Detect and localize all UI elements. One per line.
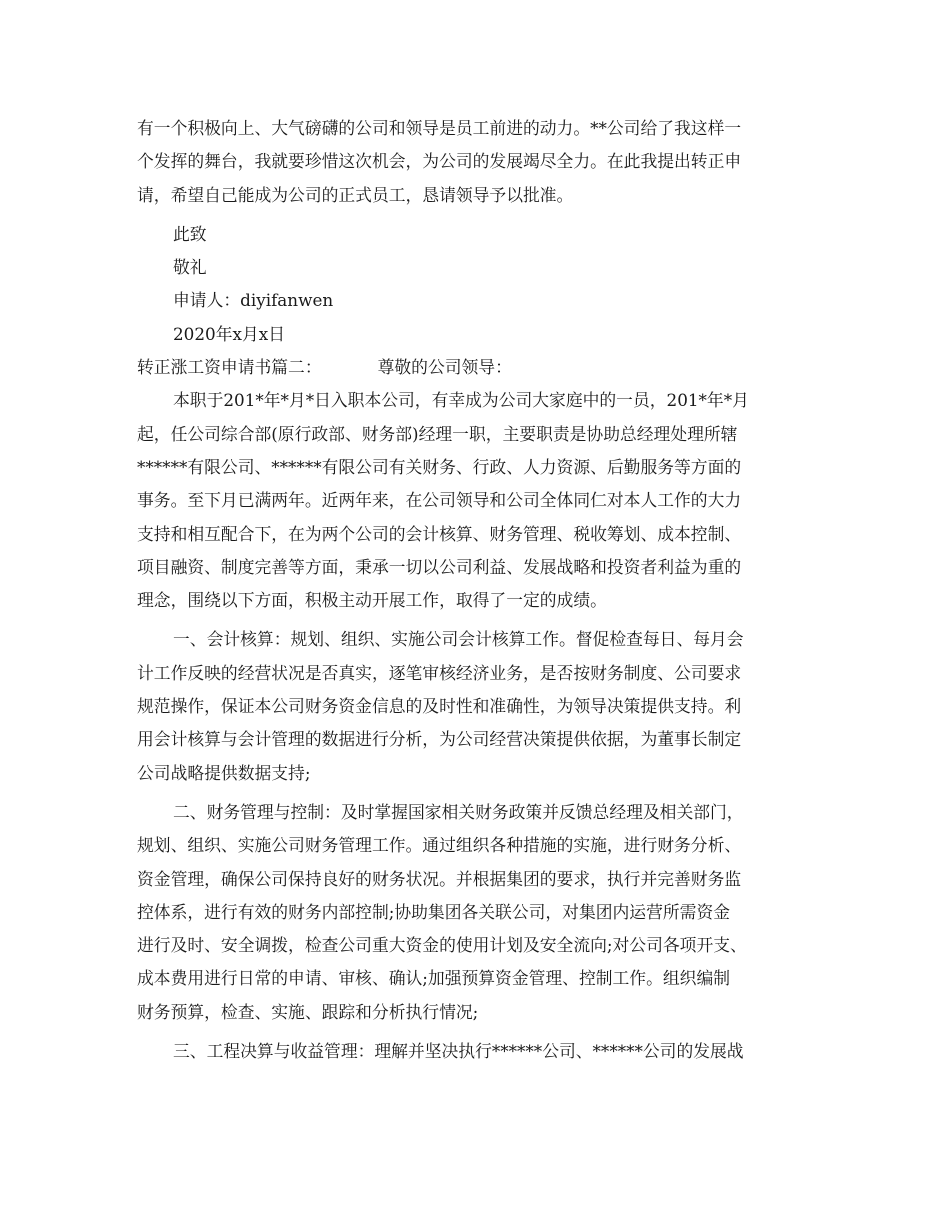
date-line: 2020年x月x日 <box>173 323 285 344</box>
text-line: 资金管理，确保公司保持良好的财务状况。并根据集团的要求，执行并完善财务监 <box>137 868 742 889</box>
text-line: 个发挥的舞台，我就要珍惜这次机会，为公司的发展竭尽全力。在此我提出转正申 <box>137 151 742 172</box>
text-line: 进行及时、安全调拨，检查公司重大资金的使用计划及安全流向;对公司各项开支、 <box>137 935 747 956</box>
text-line: 财务预算，检查、实施、跟踪和分析执行情况; <box>137 1001 479 1022</box>
applicant-line: 申请人：diyifanwen <box>173 290 334 311</box>
salutation-2: 敬礼 <box>173 257 207 278</box>
text-line: 支持和相互配合下，在为两个公司的会计核算、财务管理、税收筹划、成本控制、 <box>137 523 742 544</box>
salutation-1: 此致 <box>173 223 207 244</box>
text-line: 控体系，进行有效的财务内部控制;协助集团各关联公司，对集团内运营所需资金 <box>137 901 731 922</box>
text-line: 起，任公司综合部(原行政部、财务部)经理一职，主要职责是协助总经理处理所辖 <box>137 423 738 444</box>
text-line: ******有限公司、******有限公司有关财务、行政、人力资源、后勤服务等方面的 <box>137 456 742 477</box>
text-line: 用会计核算与会计管理的数据进行分析，为公司经营决策提供依据，为董事长制定 <box>137 729 742 750</box>
document-body <box>137 112 827 1068</box>
text-line: 成本费用进行日常的申请、审核、确认;加强预算资金管理、控制工作。组织编制 <box>137 968 731 989</box>
text-line: 规范操作，保证本公司财务资金信息的及时性和准确性，为领导决策提供支持。利 <box>137 696 742 717</box>
paragraph-accounting <box>137 623 827 789</box>
paragraph-intro <box>137 384 827 617</box>
paragraph-engineering <box>137 1035 827 1068</box>
section-title: 转正涨工资申请书篇二： <box>137 357 322 378</box>
text-line: 有一个积极向上、大气磅礴的公司和领导是员工前进的动力。**公司给了我这样一 <box>137 118 742 138</box>
text-line: 三、工程决算与收益管理：理解并坚决执行******公司、******公司的发展战 <box>173 1041 744 1062</box>
intro-paragraph <box>137 112 827 212</box>
text-line: 请，希望自己能成为公司的正式员工，恳请领导予以批准。 <box>137 184 574 205</box>
section-heading <box>137 351 827 384</box>
text-line: 本职于201*年*月*日入职本公司，有幸成为公司大家庭中的一员，201*年*月 <box>173 390 749 411</box>
paragraph-finance <box>137 796 827 1029</box>
text-line: 理念，围绕以下方面，积极主动开展工作，取得了一定的成绩。 <box>137 590 607 611</box>
text-line: 一、会计核算：规划、组织、实施公司会计核算工作。督促检查每日、每月会 <box>173 629 744 650</box>
greeting: 尊敬的公司领导： <box>377 357 512 378</box>
text-line: 规划、组织、实施公司财务管理工作。通过组织各种措施的实施，进行财务分析、 <box>137 835 742 856</box>
closing-block <box>137 218 827 351</box>
text-line: 公司战略提供数据支持; <box>137 762 311 783</box>
text-line: 二、财务管理与控制：及时掌握国家相关财务政策并反馈总经理及相关部门， <box>173 801 744 822</box>
text-line: 事务。至下月已满两年。近两年来，在公司领导和公司全体同仁对本人工作的大力 <box>137 490 742 511</box>
text-line: 计工作反映的经营状况是否真实，逐笔审核经济业务，是否按财务制度、公司要求 <box>137 662 742 683</box>
text-line: 项目融资、制度完善等方面，秉承一切以公司利益、发展战略和投资者利益为重的 <box>137 556 742 577</box>
